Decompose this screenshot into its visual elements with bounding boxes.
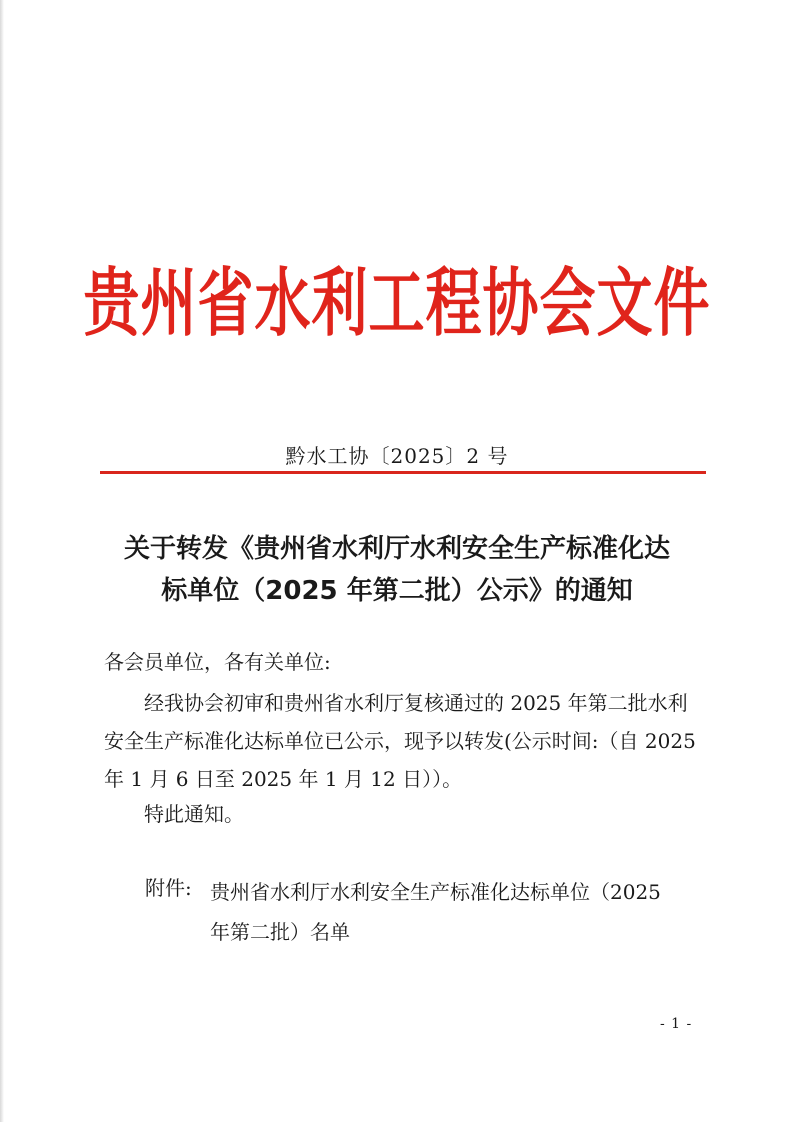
notice-title-line-1: 关于转发《贵州省水利厅水利安全生产标准化达 [123,534,670,564]
document-number: 黔水工协〔2025〕2 号 [285,444,509,468]
scan-edge-shadow [0,0,4,1122]
attachment-line-1: 贵州省水利厅水利安全生产标准化达标单位（2025 [210,880,661,904]
page-number: - 1 - [660,1016,693,1032]
attachment-line-2: 年第二批）名单 [210,920,350,944]
salutation: 各会员单位，各有关单位: [104,650,331,674]
notice-title [90,528,704,612]
body-paragraph: 经我协会初审和贵州省水利厅复核通过的 2025 年第二批水利安全生产标准化达标单位已公示，现予以转发(公示时间:（自 2025 年 1 月 6 日至 2025 年 1 月 12 日））。 [104,691,696,791]
attachment-text [210,872,690,952]
closing-line: 特此通知。 [144,802,244,826]
masthead-title: 贵州省水利工程协会文件 [83,261,711,348]
red-divider-rule [100,471,706,474]
attachment-label: 附件: [145,876,192,900]
notice-title-line-2: 标单位（2025 年第二批）公示》的通知 [161,576,633,606]
